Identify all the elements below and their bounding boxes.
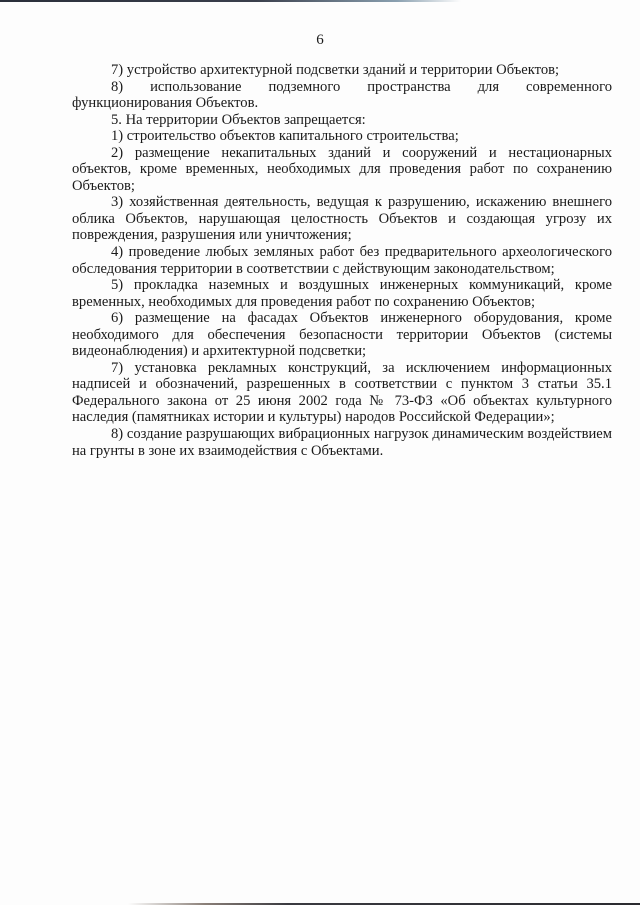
prohibition-item-6: 6) размещение на фасадах Объектов инженерного оборудования, кроме необходимого для обеспечения безопасности территории Объектов (системы видеонаблюдения) и архитектурной подсветки;	[72, 310, 612, 360]
prohibition-item-4: 4) проведение любых земляных работ без предварительного археологического обследования территории в соответствии с действующим законодательством;	[72, 244, 612, 277]
prohibition-item-1: 1) строительство объектов капитального строительства;	[111, 128, 459, 145]
prohibition-item-3: 3) хозяйственная деятельность, ведущая к разрушению, искажению внешнего облика Объектов, нарушающая целостность Объектов и создающая угрозу их повреждения, разрушения или уничтожения;	[72, 194, 612, 244]
document-body	[72, 62, 612, 459]
section-5-heading: 5. На территории Объектов запрещается:	[111, 111, 366, 128]
paragraph-item-8-underground: 8) использование подземного пространства для современного функционирования Объектов.	[72, 78, 612, 112]
scan-edge-top	[0, 0, 640, 2]
paragraph-item-7-lighting: 7) устройство архитектурной подсветки зданий и территории Объектов;	[111, 62, 560, 78]
prohibition-item-5: 5) прокладка наземных и воздушных инженерных коммуникаций, кроме временных, необходимых для проведения работ по сохранению Объектов;	[72, 277, 612, 310]
prohibition-item-2: 2) размещение некапитальных зданий и сооружений и нестационарных объектов, кроме временных, необходимых для проведения работ по сохранению Объектов;	[72, 144, 612, 194]
page-number: 6	[316, 32, 324, 48]
prohibition-item-7: 7) установка рекламных конструкций, за исключением информационных надписей и обозначений, разрешенных в соответствии с пунктом 3 статьи 35.1 Федерального закона от 25 июня 2002 года № 73-ФЗ «Об объектах культурного наследия (памятниках истории и культуры) народов Российской Федерации»;	[72, 359, 612, 426]
prohibition-item-8: 8) создание разрушающих вибрационных нагрузок динамическим воздействием на грунты в зоне их взаимодействия с Объектами.	[72, 426, 612, 459]
